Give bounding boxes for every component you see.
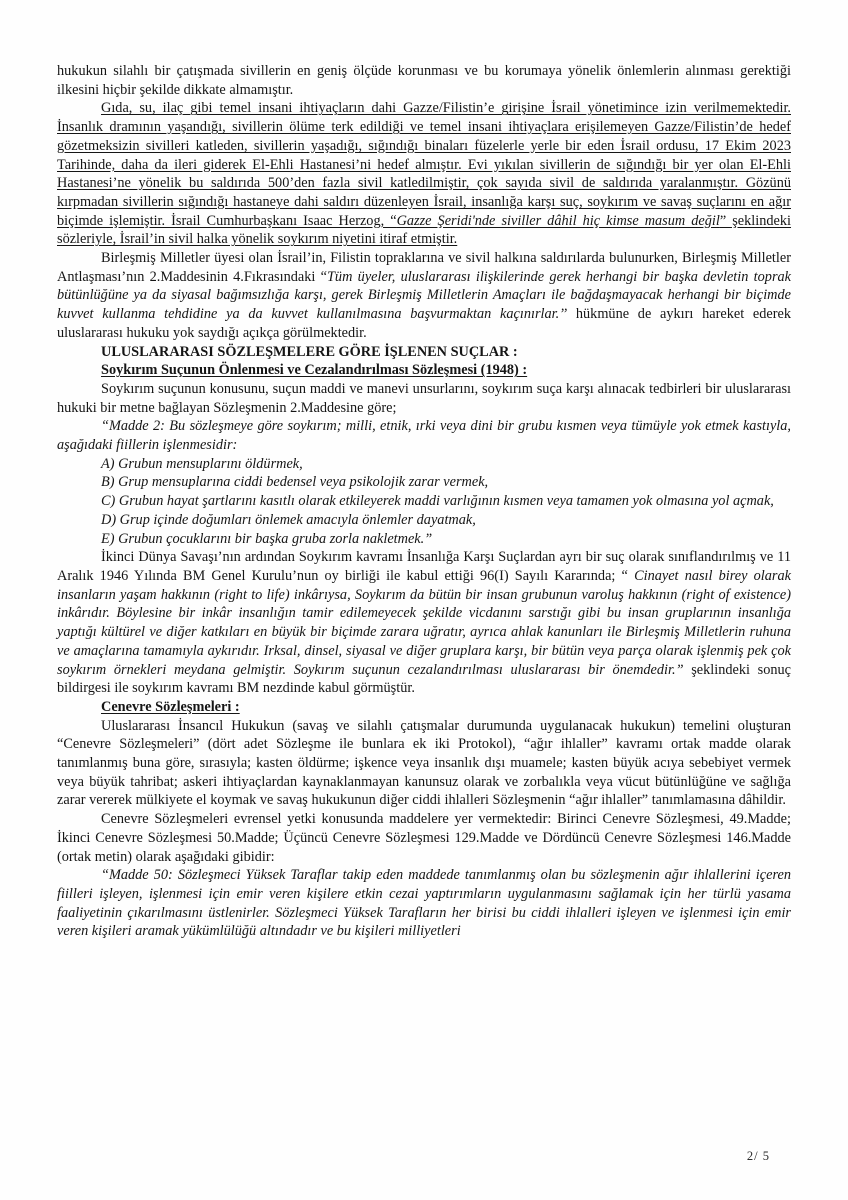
text-run: D) Grup içinde doğumları önlemek amacıyla önlemler dayatmak, bbox=[101, 511, 476, 528]
paragraph bbox=[57, 810, 791, 866]
text-run: “Madde 50: Sözleşmeci Yüksek Taraflar takip eden maddede tanımlanmış olan bu sözleşmenin ağır ihlallerini içeren fiilleri işleyen, işlenmesi için emir veren kişilere etkin cezai yaptırımların uygulanmasını sağlamak için her türlü yasama faaliyetinin çıkarılmasını üstlenirler. Sözleşmeci Yüksek Tarafların her birisi bu ciddi ihlalleri işleyen ve işlenmesi için emir veren kişileri aramak yükümlülüğü altındadır ve bu kişileri milliyetleri bbox=[57, 867, 791, 940]
paragraph bbox=[57, 455, 791, 474]
text-run: “Madde 2: Bu sözleşmeye göre soykırım; milli, etnik, ırki veya dini bir grubu kısmen veya tümüyle yok etmek kastıyla, aşağıdaki fiillerin işlenmesidir: bbox=[57, 418, 791, 454]
text-run: hükmüne de aykırı hareket ederek uluslararası hukuku yok saydığı açıkça görülmektedir. bbox=[57, 306, 791, 341]
text-run: hukukun silahlı bir çatışmada sivillerin en geniş ölçüde korunması ve bu korumaya yönelik önlemlerin alınması gerektiği ilkesini hiçbir şekilde dikkate almamıştır. bbox=[57, 63, 791, 98]
paragraph bbox=[57, 717, 791, 811]
paragraph bbox=[57, 548, 791, 698]
text-run: E) Grubun çocuklarını bir başka gruba zorla nakletmek.” bbox=[101, 530, 433, 547]
text-run: A) Grubun mensuplarını öldürmek, bbox=[101, 455, 303, 472]
paragraph bbox=[57, 62, 791, 99]
paragraph bbox=[57, 511, 791, 530]
text-run: Uluslararası İnsancıl Hukukun (savaş ve silahlı çatışmalar durumunda uygulanacak hukukun) temelini oluşturan “Cenevre Sözleşmeleri” (dört adet Sözleşme ile bunlara ek iki Protokol), “ağır ihlaller” kavramı ortak madde olarak tanımlanmış buna göre, sırasıyla; kasten öldürme; işkence veya insanlık dışı muamele; kasten büyük acıya sebebiyet vermek veya büyük tahribat; askeri ihtiyaçlardan kaynaklanmayan kanunsuz olarak ve zorbalıkla veya vücut bütünlüğüne ve sağlığa zarar vererek mülkiyete el koymak ve savaş hukukunun diğer ciddi ihlalleri Sözleşmenin “ağır ihlaller” tanımlamasına dâhildir. bbox=[57, 717, 791, 809]
paragraph bbox=[57, 473, 791, 492]
text-run: İkinci Dünya Savaşı’nın ardından Soykırım kavramı İnsanlığa Karşı Suçlardan ayrı bir suç olarak sınıflandırılmış ve 11 Aralık 1946 Yılında BM Genel Kurulu’nun oy birliği ile kabul ettiği 96(I) Sayılı Kararında; “ bbox=[57, 549, 791, 584]
paragraph bbox=[57, 866, 791, 941]
paragraph bbox=[57, 99, 791, 249]
text-run: Gıda, su, ilaç gibi temel insani ihtiyaçların dahi Gazze/Filistin’e girişine İsrail yönetimince izin verilmemektedir. İnsanlık dramının yaşandığı, sivillerin ölüme terk edildiği ve temel insani ihtiyaçlara erişilemeyen Gazze/Filistin’de hedef gözetmeksizin sivilleri katleden, sivillerin yaşadığı, sığındığı binaları füzelerle yerle bir eden İsrail ordusu, 17 Ekim 2023 Tarihinde, daha da ileri giderek El-Ehli Hastanesi’ni hedef almıştır. Evi yıkılan sivillerin de sığındığı bir yer olan El-Ehli Hastanesi’ne yönelik bu saldırıda 500’den fazla sivil katledilmiştir, çok sayıda sivil de saldırıda yaralanmıştır. Gözünü kırpmadan sivillerin sığındığı hastaneye dahi saldırı düzenleyen İsrail, insanlığa karşı suç, soykırım ve savaş suçlarını en ağır biçimde işlemiştir. İsrail Cumhurbaşkanı Isaac Herzog, “ bbox=[57, 100, 791, 229]
text-run: Birleşmiş Milletler üyesi olan İsrail’in, Filistin topraklarına ve sivil halkına saldırılarda bulunurken, Birleşmiş Milletler Antlaşması’nın 2.Maddesinin 4.Fıkrasındaki “ bbox=[57, 250, 791, 285]
text-run: Cenevre Sözleşmeleri evrensel yetki konusunda maddelere yer vermektedir: Birinci Cenevre Sözleşmesi, 49.Madde; İkinci Cenevre Sözleşmesi 50.Madde; Üçüncü Cenevre Sözleşmesi 129.Madde ve Dördüncü Cenevre Sözleşmesi 146.Madde (ortak metin) olarak aşağıdaki gibidir: bbox=[57, 811, 791, 865]
heading bbox=[57, 343, 791, 362]
paragraph bbox=[57, 417, 791, 454]
text-run: ” şeklindeki sözleriyle, İsrail’in sivil halka yönelik soykırım niyetini itiraf etmiştir. bbox=[57, 212, 792, 248]
paragraph bbox=[57, 492, 791, 511]
text-run: ULUSLARARASI SÖZLEŞMELERE GÖRE İŞLENEN SUÇLAR : bbox=[101, 343, 518, 360]
heading bbox=[57, 698, 791, 717]
text-run: C) Grubun hayat şartlarını kasıtlı olarak etkileyerek maddi varlığının kısmen veya tamamen yok olmasına yol açmak, bbox=[101, 493, 774, 510]
page-number: 2/ 5 bbox=[746, 1149, 770, 1163]
text-run: Soykırım suçunun konusunu, suçun maddi ve manevi unsurlarını, soykırım suça karşı alınacak tedbirleri bir uluslararası hukuki bir metne bağlayan Sözleşmenin 2.Maddesine göre; bbox=[57, 380, 791, 416]
text-run: Cenevre Sözleşmeleri : bbox=[101, 698, 240, 715]
paragraph bbox=[57, 530, 791, 549]
text-run: şeklindeki sonuç bildirgesi ile soykırım kavramı BM nezdinde kabul görmüştür. bbox=[57, 661, 791, 697]
text-run: Cinayet nasıl birey olarak insanların yaşam hakkının (right to life) inkârıysa, Soykırım da bütün bir insan grubunun varoluş hakkının (right of existence) inkârıdır. Böylesine bir inkâr insanlığın tamir edilemeyecek şekilde vicdanını sarstığı gibi bu insan gruplarının insanlığa yaptığı kültürel ve diğer katkıları en büyük bir biçimde zarara uğratır, ayrıca ahlak kanunları ile Birleşmiş Milletlerin ruhuna ve amaçlarına tamamıyla aykırıdır. Irksal, dinsel, siyasal ve diğer gruplara karşı, bir bütün veya parça olarak işlenmiş pek çok soykırım örnekleri meydana gelmiştir. Soykırım suçunun cezalandırılması uluslararası bir önemdedir.” bbox=[57, 567, 791, 678]
text-run: B) Grup mensuplarına ciddi bedensel veya psikolojik zarar vermek, bbox=[101, 474, 489, 491]
heading bbox=[57, 361, 791, 380]
document-body bbox=[57, 62, 791, 941]
text-run: Soykırım Suçunun Önlenmesi ve Cezalandırılması Sözleşmesi (1948) : bbox=[101, 362, 528, 379]
text-run: Tüm üyeler, uluslararası ilişkilerinde gerek herhangi bir başka devletin toprak bütünlüğüne ya da siyasal bağımsızlığa karşı, gerek Birleşmiş Milletlerin Amaçları ile bağdaşmayacak herhangi bir biçimde kuvvet kullanma tehdidine ya da kuvvet kullanılmasına başvurmaktan kaçınırlar.’’ bbox=[57, 268, 791, 323]
paragraph bbox=[57, 249, 791, 343]
text-run: Gazze Şeridi'nde siviller dâhil hiç kimse masum değil bbox=[396, 212, 720, 229]
paragraph bbox=[57, 380, 791, 417]
